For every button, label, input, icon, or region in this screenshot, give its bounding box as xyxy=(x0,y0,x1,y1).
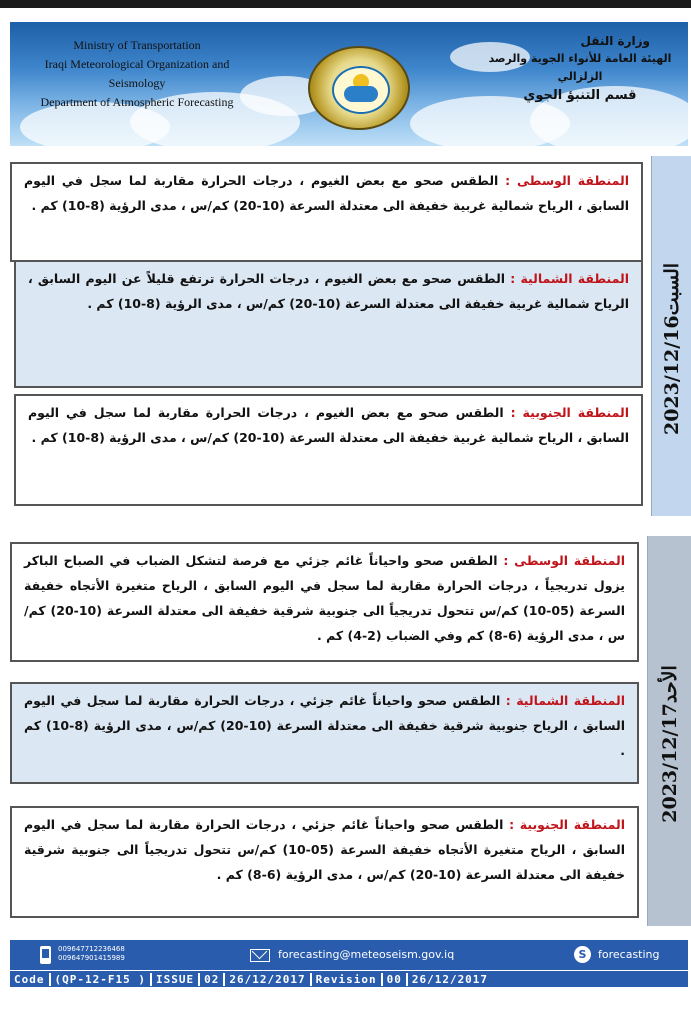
revision-label: Revision xyxy=(312,973,383,986)
phone-numbers xyxy=(58,945,125,963)
ministry-name-ar: وزارة النقل xyxy=(580,34,650,48)
region-forecast-text: الطقس صحو مع بعض الغيوم ، درجات الحرارة ترتفع قليلاً عن اليوم السابق ، الرياح شمالية غربية خفيفة الى معتدلة السرعة (10-20) كم/س ، مدى الرؤية (8-10) كم . xyxy=(28,271,629,311)
organization-name-en: Iraqi Meteorological Organization and Seismology xyxy=(44,57,230,90)
region-name: المنطقة الوسطى : xyxy=(505,173,629,188)
phone-number: 009647901415989 xyxy=(58,954,125,962)
day-date: 2023/12/16 xyxy=(661,315,683,436)
document-code-line xyxy=(10,970,688,987)
region-name: المنطقة الجنوبية : xyxy=(510,405,629,420)
region-forecast-text: الطقس صحو واحياناً غائم جزئي ، درجات الحرارة مقاربة لما سجل في اليوم السابق ، الرياح جنوبية شرقية خفيفة الى معتدلة السرعة (10-20) كم/س ، مدى الرؤية (8-10) كم . xyxy=(24,693,625,758)
phone-icon xyxy=(40,946,51,964)
day-forecast-2 xyxy=(0,536,691,926)
organization-logo xyxy=(308,46,410,130)
mail-icon xyxy=(250,949,270,962)
code-value: (QP-12-F15 ) xyxy=(51,973,152,986)
skype-handle[interactable]: forecasting xyxy=(598,948,660,961)
region-north-day2 xyxy=(10,682,639,784)
region-name: المنطقة الشمالية : xyxy=(505,693,625,708)
region-south-day1 xyxy=(14,394,643,506)
issue-label: ISSUE xyxy=(152,973,200,986)
organization-name-ar: الهيئة العامة للأنواء الجوية والرصد الزلزالي xyxy=(488,52,672,83)
region-forecast-text: الطقس صحو واحياناً غائم جزئي مع فرصة لتشكل الضباب في الصباح الباكر يزول تدريجياً ، درجات الحرارة مقاربة لما سجل في اليوم السابق ، الرياح متغيرة الأتجاه خفيفة السرعة (05-10) كم/س تتحول تدريجياً الى جنوبية شرقية خفيفة الى معتدلة السرعة (10-20) كم/س ، مدى الرؤية (6-8) كم وفي الضباب (2-4) كم . xyxy=(24,553,625,643)
department-name-en: Department of Atmospheric Forecasting xyxy=(40,95,234,109)
issue-date: 26/12/2017 xyxy=(225,973,311,986)
phone-number: 009647712236468 xyxy=(58,945,125,953)
department-name-ar: قسم التنبؤ الجوي xyxy=(523,88,637,103)
day-name: السبت xyxy=(661,262,683,316)
issue-number: 02 xyxy=(200,973,225,986)
code-label: Code xyxy=(10,973,51,986)
ministry-name-en: Ministry of Transportation xyxy=(73,38,201,52)
region-south-day2 xyxy=(10,806,639,918)
region-name: المنطقة الشمالية : xyxy=(510,271,629,286)
footer-contacts xyxy=(10,940,688,970)
region-north-day1 xyxy=(14,260,643,388)
day-date: 2023/12/17 xyxy=(659,703,681,823)
date-column-day2 xyxy=(647,536,691,926)
region-forecast-text: الطقس صحو واحياناً غائم جزئي ، درجات الحرارة مقاربة لما سجل في اليوم السابق ، الرياح متغيرة الأتجاه خفيفة السرعة (05-10) كم/س تتحول تدريجياً الى جنوبية شرقية خفيفة الى معتدلة السرعة (10-20) كم/س ، مدى الرؤية (6-8) كم . xyxy=(24,817,625,882)
region-name: المنطقة الجنوبية : xyxy=(509,817,625,832)
header-arabic xyxy=(480,32,680,106)
header-english xyxy=(22,36,252,112)
day-name: الأحد xyxy=(659,665,681,704)
skype-icon: S xyxy=(574,946,591,963)
revision-number: 00 xyxy=(383,973,408,986)
top-bar xyxy=(0,0,691,8)
revision-date: 26/12/2017 xyxy=(411,972,489,986)
date-column-day1 xyxy=(651,156,691,516)
region-forecast-text: الطقس صحو مع بعض الغيوم ، درجات الحرارة مقاربة لما سجل في اليوم السابق ، الرياح شمالية غربية خفيفة الى معتدلة السرعة (10-20) كم/س ، مدى الرؤية (8-10) كم . xyxy=(28,405,629,445)
contact-email[interactable]: forecasting@meteoseism.gov.iq xyxy=(278,948,455,961)
footer xyxy=(10,940,688,986)
region-central-day1 xyxy=(10,162,643,262)
day-forecast-1 xyxy=(0,156,691,516)
region-central-day2 xyxy=(10,542,639,662)
header-banner xyxy=(10,22,688,146)
region-name: المنطقة الوسطى : xyxy=(503,553,625,568)
region-forecast-text: الطقس صحو مع بعض الغيوم ، درجات الحرارة مقاربة لما سجل في اليوم السابق ، الرياح شمالية غربية خفيفة الى معتدلة السرعة (10-20) كم/س ، مدى الرؤية (8-10) كم . xyxy=(24,173,629,213)
logo-emblem-icon xyxy=(332,66,390,114)
